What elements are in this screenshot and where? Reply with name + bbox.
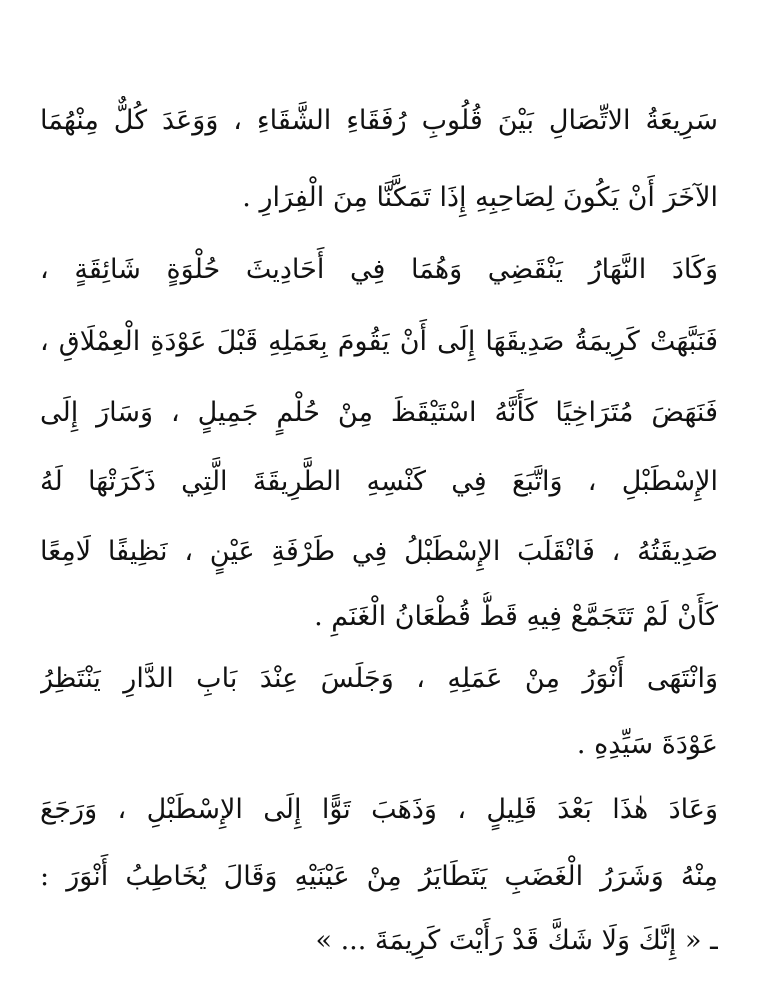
text-line-13: ـ « إِنَّكَ وَلَا شَكَّ قَدْ رَأَيْتَ كَرِيمَةَ ... » bbox=[315, 925, 718, 956]
text-line-2: الآخَرَ أَنْ يَكُونَ لِصَاحِبِهِ إِذَا تَمَكَّنَّا مِنَ الْفِرَارِ . bbox=[242, 182, 718, 213]
text-line-8: كَأَنْ لَمْ تَتَجَمَّعْ فِيهِ قَطُّ قُطْعَانُ الْغَنَمِ . bbox=[314, 601, 718, 632]
text-line-11: وَعَادَ هٰذَا بَعْدَ قَلِيلٍ ، وَذَهَبَ تَوًّا إِلَى الإِسْطَبْلِ ، وَرَجَعَ bbox=[40, 794, 718, 825]
text-line-7: صَدِيقَتُهُ ، فَانْقَلَبَ الإِسْطَبْلُ فِي طَرْفَةِ عَيْنٍ ، نَظِيفًا لَامِعًا bbox=[40, 536, 718, 567]
text-line-3: وَكَادَ النَّهَارُ يَنْقَضِي وَهُمَا فِي أَحَادِيثَ حُلْوَةٍ شَائِقَةٍ ، bbox=[40, 254, 718, 285]
text-line-1: سَرِيعَةُ الاتِّصَالِ بَيْنَ قُلُوبِ رُفَقَاءِ الشَّقَاءِ ، وَوَعَدَ كُلٌّ مِنْهُمَا bbox=[40, 105, 718, 136]
text-line-5: فَنَهَضَ مُتَرَاخِيًا كَأَنَّهُ اسْتَيْقَظَ مِنْ حُلْمٍ جَمِيلٍ ، وَسَارَ إِلَى bbox=[40, 397, 718, 428]
text-line-4: فَنَبَّهَتْ كَرِيمَةُ صَدِيقَهَا إِلَى أَنْ يَقُومَ بِعَمَلِهِ قَبْلَ عَوْدَةِ الْعِمْلَاقِ ، bbox=[40, 326, 718, 357]
text-line-6: الإِسْطَبْلِ ، وَاتَّبَعَ فِي كَنْسِهِ الطَّرِيقَةَ الَّتِي ذَكَرَتْهَا لَهُ bbox=[40, 466, 718, 497]
text-line-10: عَوْدَةَ سَيِّدِهِ . bbox=[576, 729, 718, 760]
text-line-12: مِنْهُ وَشَرَرُ الْغَضَبِ يَتَطَايَرُ مِنْ عَيْنَيْهِ وَقَالَ يُخَاطِبُ أَنْوَرَ : bbox=[40, 861, 718, 892]
text-line-9: وَانْتَهَى أَنْوَرُ مِنْ عَمَلِهِ ، وَجَلَسَ عِنْدَ بَابِ الدَّارِ يَنْتَظِرُ bbox=[40, 663, 718, 694]
